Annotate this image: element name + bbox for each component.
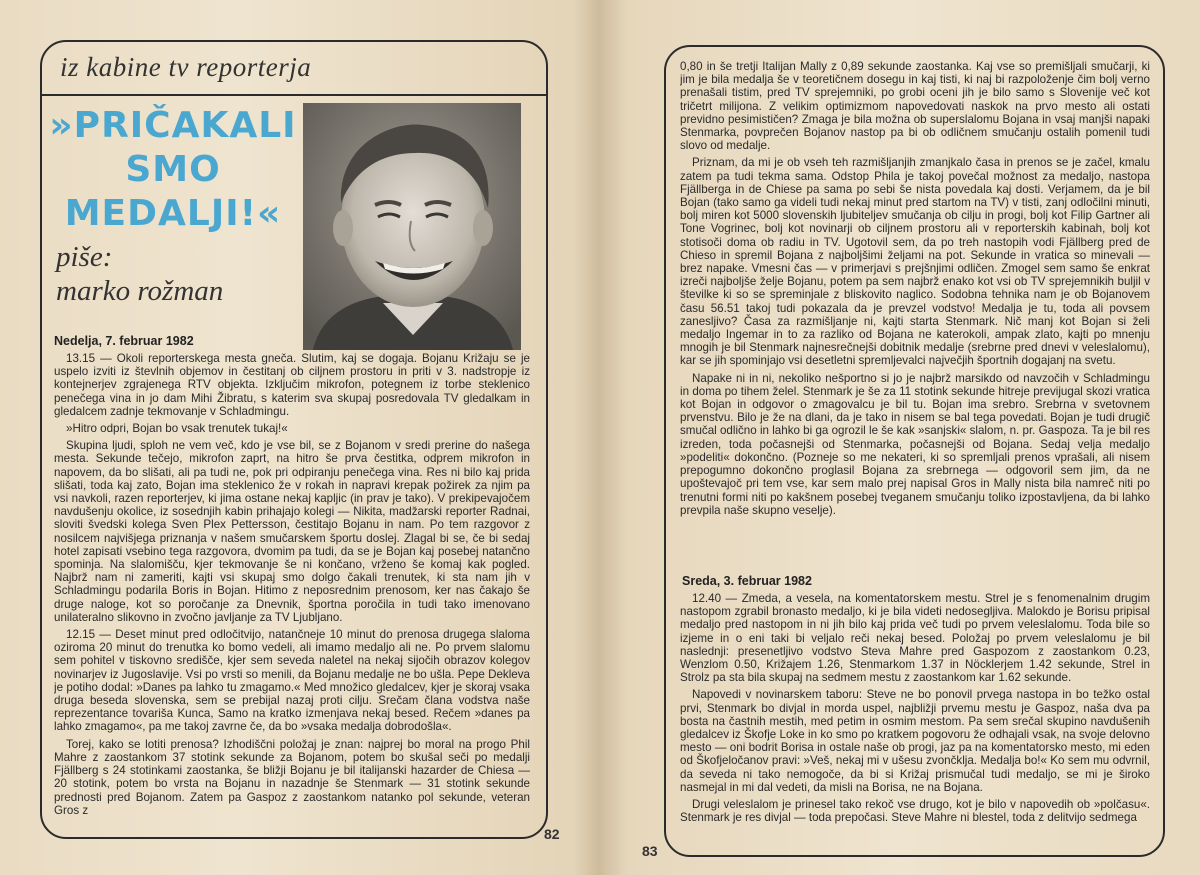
paragraph: Torej, kako se lotiti prenosa? Izhodiščni položaj je znan: najprej bo moral na progo Phil Mahre z zaostankom 37 stotink sekunde za Bojanom, potem bo skušal seči po medalji Fjällberg s 24 stotinkami zaostanka, še bližji Bojanu je bil italijanski hazarder de Chiesa — 20 stotink, potem bo vrsta na Bojanu in nazadnje še Stenmark — 31 stotink sekunde prednosti pred Bojanom. Zatem pa Gaspoz z zaostankom natanko pol sekunde, veteran Gros z xyxy=(54,737,530,817)
byline xyxy=(56,240,223,308)
paragraph: Drugi veleslalom je prinesel tako rekoč vse drugo, kot je bilo v napovedih ob »polčasu«. Stenmark je res divjal — toda prepočasi. Steve Mahre ni blestel, toda z delitvijo sedmega xyxy=(680,798,1150,825)
author-photo xyxy=(303,103,521,350)
left-article-body xyxy=(54,352,530,822)
paragraph: 13.15 — Okoli reporterskega mesta gneča. Slutim, kaj se dogaja. Bojanu Križaju se je uspelo izviti iz števlnih objemov in čestitanj ob ciljnem prostoru in priti v 3. nadstropje iz kontejnerjev zgrajenega RTV objekta. Izključim mikrofon, potegnem iz torbe steklenico penečega vina in jo dam Mihi Žibratu, s katerim sva skupaj posredovala TV gledalkam in gledalcem zadnje tekmovanje v Schladmingu. xyxy=(54,352,530,418)
right-article-body-bottom xyxy=(680,592,1150,837)
right-article-body-top xyxy=(680,60,1150,565)
paragraph: 12.15 — Deset minut pred odločitvijo, natančneje 10 minut do prenosa drugega slaloma oziroma 20 minut do trenutka ko bomo vedeli, ali imamo medaljo ali ne. Po prvem slalomu sem pohitel v tiskovno središče, kjer sem seveda naletel na nekaj sijočih obrazov kolegov novinarjev iz Jugoslavije. Vsi po vrsti so menili, da Bojanu medalje ne bo ušla. Pepe Dekleva je potiho dodal: »Danes pa lahko tu zmagamo.« Med množico gledalcev, kjer je skoraj vsaka druga beseda slovenska, sem se prebijal nazaj proti cilju. Srečam člana vodstva naše reprezentance tovariša Kunca, Samo na kratko izmenjava nekaj besed. Rečem »danes pa lahko zmagamo«, pa me takoj zavrne če, da bo »vsaka medalja dobrodošla«. xyxy=(54,628,530,734)
page-number-right: 83 xyxy=(642,843,658,859)
section-kicker: iz kabine tv reporterja xyxy=(60,52,312,82)
page-number-left: 82 xyxy=(544,826,560,842)
paragraph: »Hitro odpri, Bojan bo vsak trenutek tukaj!« xyxy=(66,422,288,436)
article-headline: »PRIČAKALI SMO MEDALJI!« xyxy=(49,105,297,234)
entry-date-sunday: Nedelja, 7. februar 1982 xyxy=(54,334,194,348)
author-portrait-image xyxy=(303,103,521,350)
paragraph: Napake ni in ni, nekoliko nešportno si jo je najbrž marsikdo od navzočih v Schladmingu in doma po tihem želel. Stenmark je še za 11 stotink sekunde hitreje previjugal skozi vratica kot Bojan in odgovor o zmagovalcu je bil tu. Bojan ima srebro. Srebrna v svetovnem prvenstvu. Bilo je že na dlani, da je tako in nisem se bal tega povedati. Bojan je tudi drugič smučal odlično in lahko bi ga ogrozil le še kak »sanjski« slalom, n. pr. Gaspoza. Ta je bil res izreden, toda počasnejši od Stenmarka, počasnejši od Bojana. Sedaj velja medaljo »podeliti« dokončno. (Pozneje so me nekateri, ki so spremljali prenos vprašali, ali nisem prepogumno dokončno proglasil Bojana za srebrnega — odgovoril sem jim, da ne upoštevajoč pri tem vse, kar sem malo prej napisal Gros in Mally nista bila namreč niti po trenutni formi niti po kakšnem posebej tveganem smučanju toliko izpostavljena, da bi lahko prevpila naše skupno veselje). xyxy=(680,371,1150,517)
left-page xyxy=(0,0,598,875)
paragraph: 0,80 in še tretji Italijan Mally z 0,89 sekunde zaostanka. Kaj vse so premišljali smučarji, ki jim je bila medalja še v teoretičnem dosegu in kaj tisti, ki naj bi razpoloženje čim bolj verno prenašali tistim, pred TV sprejemniki, po grobi oceni jih je bilo samo s Slovenije več kot tričetrt milijona. Z velikim optimizmom napovedovati naskok na prvo mesto ali ostati previdno pesimističen? Zmaga je bila možna ob superslalomu Bojana in vsaj manjši napaki Stenmarka, povprečen Bojanov nastop pa bi ob odličnem smučanju ostalih pomenil tudi slovo od medalje. xyxy=(680,60,1150,153)
right-page xyxy=(598,0,1200,875)
byline-label: piše: xyxy=(56,241,113,273)
kicker-divider xyxy=(40,94,546,96)
paragraph: Napovedi v novinarskem taboru: Steve ne bo ponovil prvega nastopa in bo težko ostal prvi, Stenmark bo divjal in morda uspel, najbližji prvemu mestu je Gaspoz, naša dva pa bosta na častnih mestih, med petim in osmim mestom. Pa sem srečal skupino navdušenih gledalcev iz Škofje Loke in ko smo po kratkem pogovoru že odhajali vsak, na svoje delovno mesto — oni bodrit Borisa in ostale naše ob progi, jaz pa na komentatorsko mesto, mi eden od Škofjeločanov pravi: »Veš, nekaj mi v ušesu zvončklja. Medalja bo!« Ko sem mu odvrnil, da seveda ni tako nemogoče, da bi si Križaj prismučal tudi medaljo, se mi je široko nasmejal in mi dal vedeti, da misli na Borisa, ne na Bojana. xyxy=(680,688,1150,794)
paragraph: Priznam, da mi je ob vseh teh razmišljanjih zmanjkalo časa in prenos se je začel, kmalu zatem pa tudi tekma sama. Odstop Phila je takoj povečal možnost za medaljo, nastopa Fjällberga in de Chiese pa sama po sebi še nista povedala kaj dosti. Verjamem, da je bil Bojan (tako samo ga videli tudi nekaj minut pred startom na TV) v tisti, zanj odločilni minuti, bolj miren kot 5000 slovenskih ljubiteljev smučanja ob cilju in progi, bolj kot Filip Gartner ali Tone Vogrinec, bolj kot novinarji ob ciljnem prostoru ali v reporterskih kabinah, bolj kot stotisoči doma ob radiu in TV. Ugotovil sem, da po treh nastopih vodi Fjällberg pred de Chieso in spremil Bojana z najboljšimi željami na pot. Sekunde in vratica so minevali — brez napake. Vmesni čas — v primerjavi s prejšnjimi odličen. Zmogel sem samo še enkrat izreči najboljše želje Bojanu, potem pa sem najbrž enako kot vsi ob TV sprejemnikih buljil v številke ki so se spreminjale z bliskovito naglico. Sodobna tehnika nam je ob Bojanovem času 56.51 takoj tudi pokazala da je prevzel vodstvo! Medalja je tu, toda ali povsem zanesljivo? Časa za razmišljanje ni, kajti starta Stenmark. Nič manj kot Bojan si želi medaljo Ingemar in to za razliko od Bojana ne katerokoli, ampak zlato, kajti po mnenju mnogih je bil Stenmark najnesrečnejši dobitnik medalje (srebrne pred dnevi v veleslalomu), kar se jih spominjajo vsi desetletni spremljevalci največjih športnih dogajanj na svetu. xyxy=(680,156,1150,368)
paragraph: 12.40 — Zmeda, a vesela, na komentatorskem mestu. Strel je s fenomenalnim drugim nastopom zgrabil bronasto medaljo, ki je bila videti nedosegljiva. Malokdo je Borisu pripisal medaljo pred nastopom in ni jih bilo kaj prida več tudi po prvem veleslalomu. Toda bile so izjeme in o eni taki bi veljalo reči nekaj besed. Položaj po prvem veleslalomu je bil naslednji: presenetljivo vodstvo Steva Mahre pred Gaspozom z zaostankom 0.23, Wenzlom 0.50, Križajem 1.26, Stenmarkom 1.37 in Nöcklerjem 1.42 sekunde, Strel in Strolz pa sta bila skupaj na sedmem mestu z zaostankom kar 1.62 sekunde. xyxy=(680,592,1150,685)
entry-date-wednesday: Sreda, 3. februar 1982 xyxy=(682,574,812,588)
byline-author: marko rožman xyxy=(56,275,224,307)
paragraph: Skupina ljudi, sploh ne vem več, kdo je vse bil, se z Bojanom v sredi prerine do našega mesta. Sekunde tečejo, mikrofon zaprt, na hitro še prva čestitka, odprem mikrofon in napovem, da bo slišati, ali pa tudi ne, pok pri odpiranju penečega vina. Res ni bilo kaj prida slišati, toda kaj zato, Bojan ima steklenico že v rokah in napravi krepak požirek za njim pa vsi navkoli, razen reporterjev, ki jima ostane nekaj kapljic (in prav je tako). V prekipevajočem navdušenju okolice, iz sosednjih kabin prihajajo kolegi — Nikita, madžarski reporter Radnai, sloviti švedski kolega Sven Plex Pettersson, čestitajo Bojanu in nam. Po tem razgovor z nosilcem najvišjega priznanja v našem smučarskem športu doslej. Zlagal bi se, če bi sedaj hotel zapisati vsebino tega razgovora, dvomim pa tudi, da se je Bojan kaj posebej natančno spominja. Na slalomišču, kjer tekmovanje še ni končano, vrženo še komaj kak pogled. Najbrž nam ni zameriti, kajti vsi skupaj smo dolgo čakali trenutek, ki sta nam jih v Schladmingu podarila Boris in Bojan. Hitimo z neposrednim prenosom, ker nas čakajo še druge naloge, kot so poročanje za Dnevnik, športna poročila in tudi tako imenovano unilateralno slikovno in zvočno javljanje za TV Ljubljano. xyxy=(54,439,530,624)
